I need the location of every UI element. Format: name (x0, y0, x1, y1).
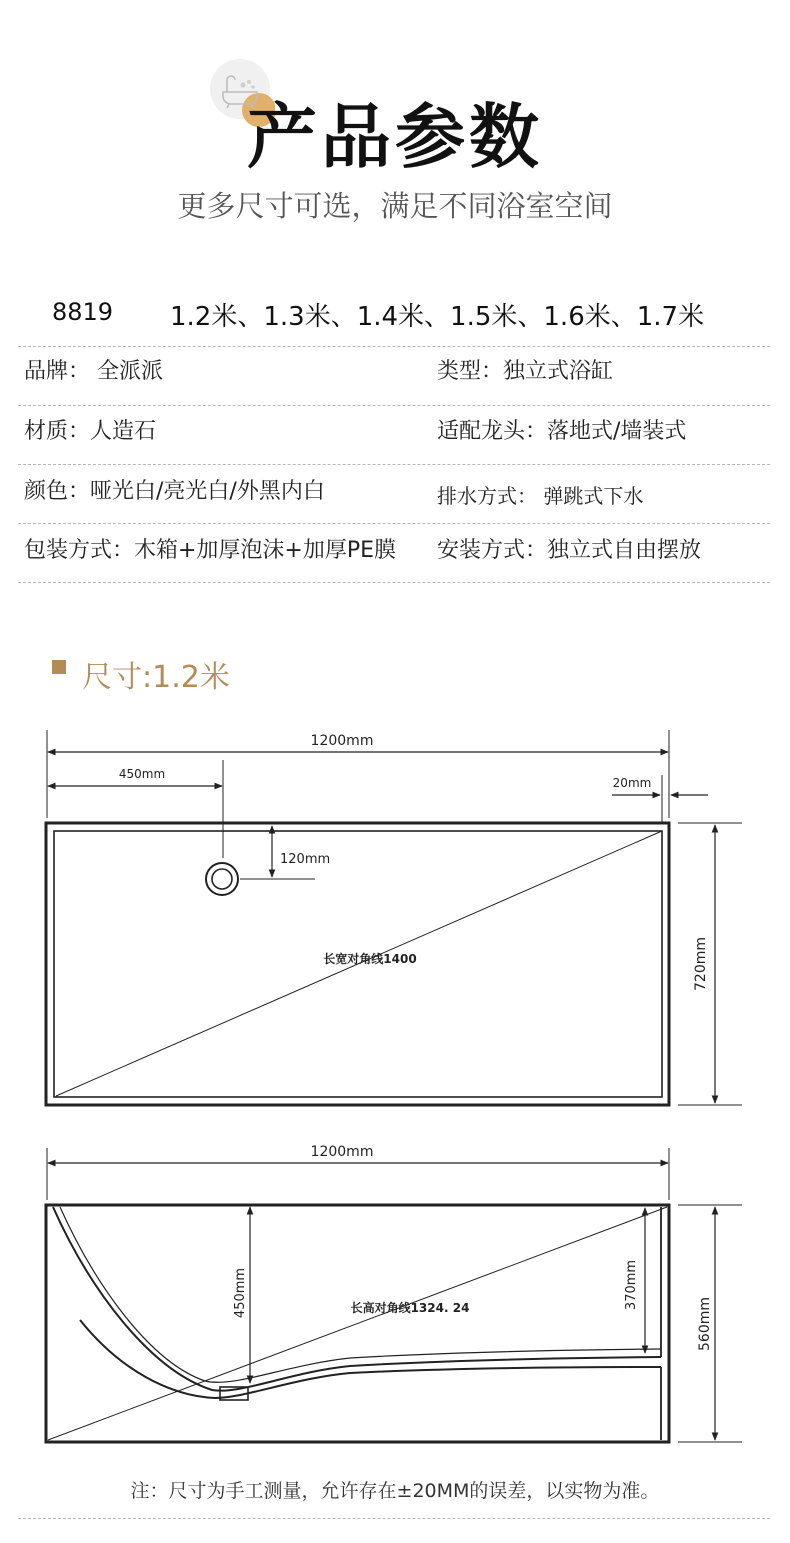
side-length-label: 1200mm (310, 1144, 374, 1160)
spec-brand: 品牌： 全派派 (24, 359, 163, 384)
depth-right-label: 370mm (624, 1259, 639, 1311)
drain-offset-label: 450mm (118, 767, 166, 781)
side-diagonal-label: 长高对角线1324. 24 (350, 1301, 470, 1315)
width-label: 720mm (693, 937, 709, 991)
height-label: 560mm (697, 1297, 713, 1351)
model-sizes: 1.2米、1.3米、1.4米、1.5米、1.6米、1.7米 (170, 302, 705, 332)
spec-material: 材质：人造石 (24, 419, 157, 444)
spec-packaging: 包装方式：木箱+加厚泡沫+加厚PE膜 (24, 538, 397, 563)
page-title: 产品参数 (247, 96, 543, 178)
model-code: 8819 (52, 298, 114, 326)
spec-faucet: 适配龙头：落地式/墙装式 (437, 419, 687, 444)
spec-install: 安装方式：独立式自由摆放 (437, 538, 702, 563)
drain-depth-label: 120mm (280, 852, 331, 867)
top-length-label: 1200mm (310, 733, 374, 749)
measurement-note: 注：尺寸为手工测量，允许存在±20MM的误差，以实物为准。 (130, 1480, 660, 1502)
size-label: 尺寸:1.2米 (82, 660, 230, 695)
divider (18, 1518, 770, 1519)
spec-drain: 排水方式： 弹跳式下水 (437, 484, 644, 508)
spec-type: 类型：独立式浴缸 (437, 359, 614, 384)
top-diagonal-label: 长宽对角线1400 (323, 952, 417, 966)
page-subtitle: 更多尺寸可选，满足不同浴室空间 (177, 189, 613, 223)
depth-left-label: 450mm (233, 1267, 248, 1319)
spec-color: 颜色：哑光白/亮光白/外黑内白 (24, 479, 325, 504)
rim-label: 20mm (612, 776, 652, 790)
